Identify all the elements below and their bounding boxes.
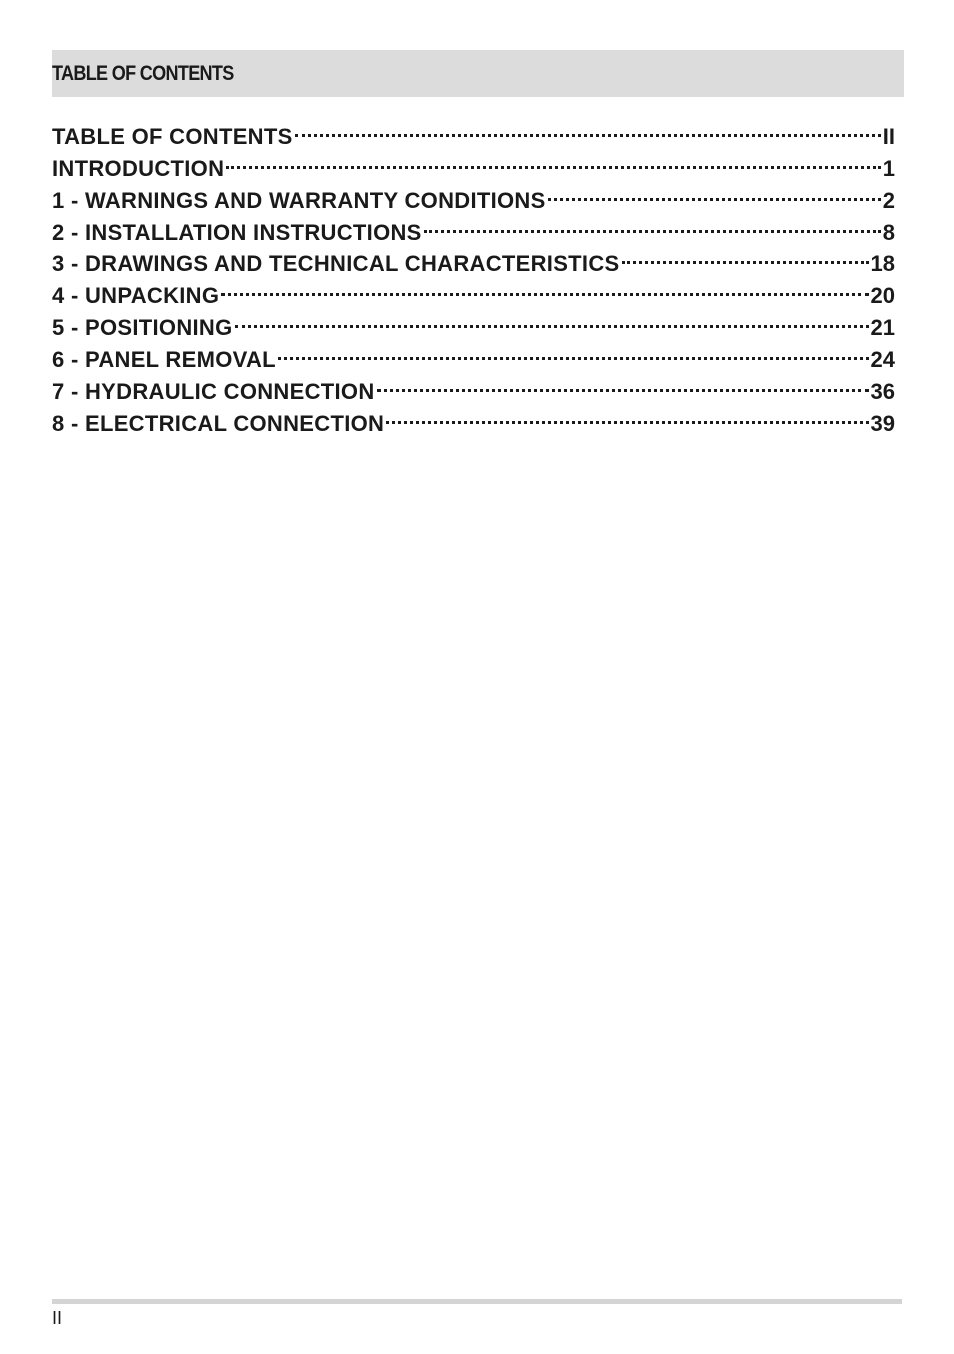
toc-entry-page: 39 <box>870 410 895 436</box>
footer-divider <box>52 1299 902 1304</box>
footer-page-number: II <box>52 1308 63 1328</box>
toc-dot-leader <box>424 208 881 240</box>
toc-dot-leader <box>386 399 868 431</box>
toc-dot-leader <box>221 271 868 303</box>
toc-entry-title: 5 - POSITIONING <box>52 315 233 341</box>
toc-entry-page: 18 <box>870 251 895 277</box>
toc-dot-leader <box>226 144 880 176</box>
toc-dot-leader <box>548 176 881 208</box>
toc-entry-page: II <box>882 123 895 149</box>
toc-entry-page: 20 <box>870 283 895 309</box>
toc-entry-page: 1 <box>882 155 895 181</box>
toc-dot-leader <box>377 367 869 399</box>
toc-entry-title: 7 - HYDRAULIC CONNECTION <box>52 379 375 405</box>
toc-entry-page: 8 <box>882 219 895 245</box>
toc-entry-page: 36 <box>870 379 895 405</box>
toc-entry-title: 1 - WARNINGS AND WARRANTY CONDITIONS <box>52 187 546 213</box>
toc-entry[interactable] <box>52 112 895 149</box>
table-of-contents <box>52 112 895 436</box>
toc-entry-page: 24 <box>870 347 895 373</box>
toc-entry-page: 2 <box>882 187 895 213</box>
toc-entry-title: 2 - INSTALLATION INSTRUCTIONS <box>52 219 422 245</box>
section-title: TABLE OF CONTENTS <box>52 61 234 85</box>
toc-entry-title: 6 - PANEL REMOVAL <box>52 347 276 373</box>
toc-dot-leader <box>295 112 881 144</box>
toc-entry-title: TABLE OF CONTENTS <box>52 123 293 149</box>
toc-dot-leader <box>278 335 869 367</box>
toc-entry-title: 8 - ELECTRICAL CONNECTION <box>52 410 385 436</box>
toc-dot-leader <box>235 303 869 335</box>
toc-entry-title: INTRODUCTION <box>52 155 225 181</box>
toc-dot-leader <box>622 240 869 272</box>
section-header-bar <box>52 50 904 97</box>
toc-entry-title: 3 - DRAWINGS AND TECHNICAL CHARACTERISTICS <box>52 251 620 277</box>
toc-entry-title: 4 - UNPACKING <box>52 283 220 309</box>
toc-entry-page: 21 <box>870 315 895 341</box>
